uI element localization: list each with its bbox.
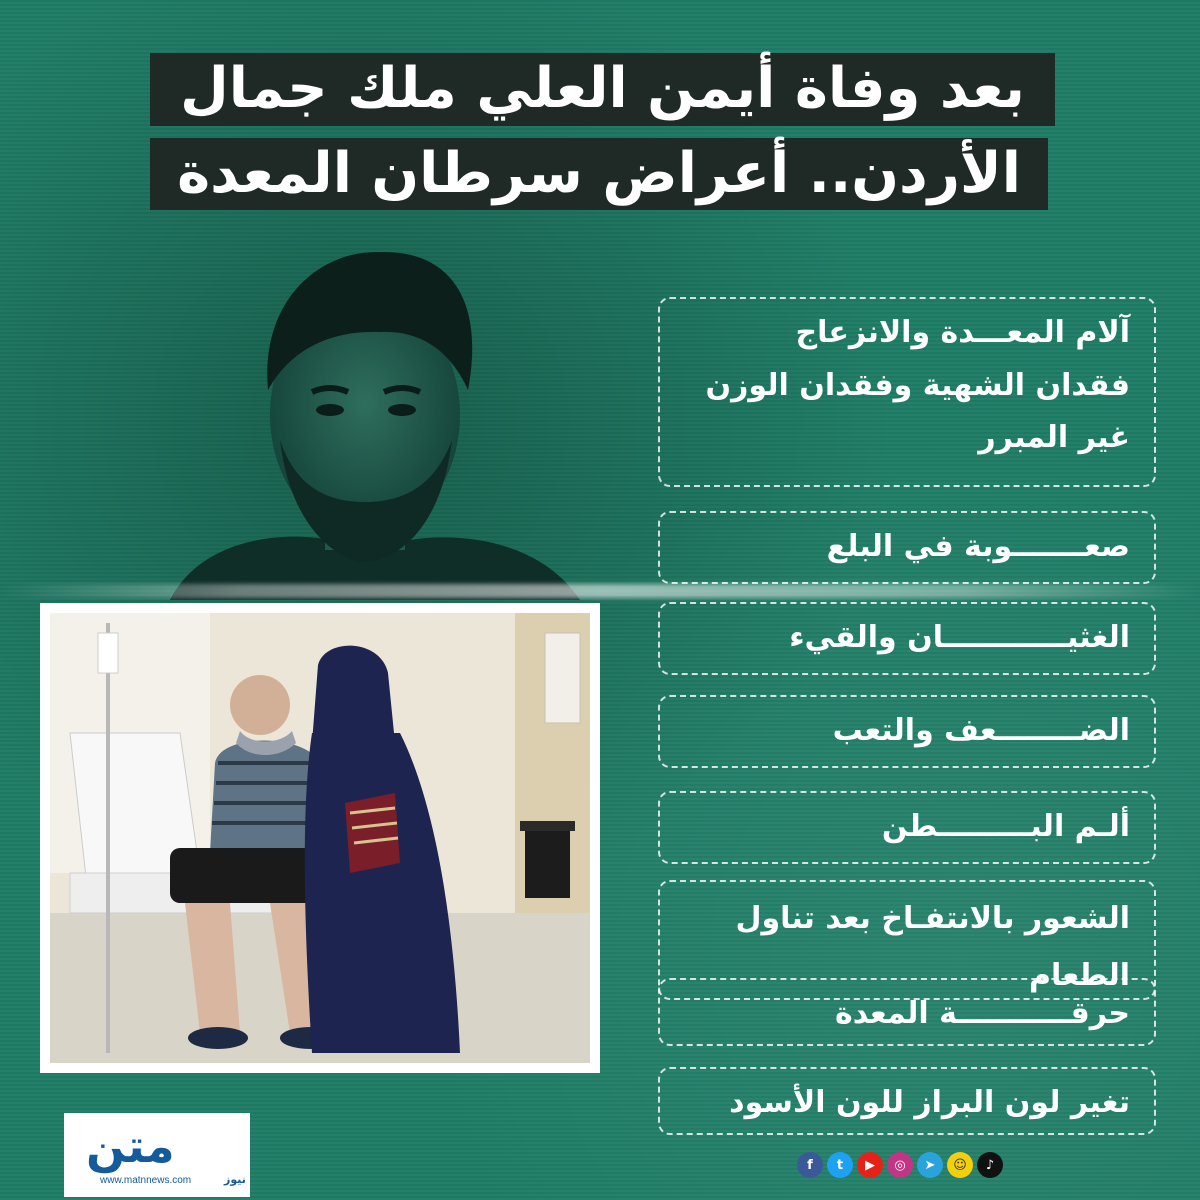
twitter-icon[interactable]: t bbox=[827, 1152, 853, 1178]
telegram-icon[interactable]: ➤ bbox=[917, 1152, 943, 1178]
logo-url: www.matnnews.com bbox=[100, 1175, 192, 1186]
portrait-image bbox=[90, 240, 650, 600]
social-icons-row bbox=[797, 1152, 1003, 1178]
instagram-icon[interactable]: ◎ bbox=[887, 1152, 913, 1178]
symptom-item: ألـم البـــــــــطن bbox=[658, 791, 1156, 864]
youtube-icon[interactable]: ▶ bbox=[857, 1152, 883, 1178]
logo-subtitle: نيوز bbox=[224, 1173, 246, 1186]
snapchat-icon[interactable]: ☺ bbox=[947, 1152, 973, 1178]
symptom-item: حرقـــــــــــة المعدة bbox=[658, 978, 1156, 1046]
symptom-item: الضــــــــعف والتعب bbox=[658, 695, 1156, 768]
symptom-item: الشعور بالانتفـاخ بعد تناول الطعام bbox=[658, 880, 1156, 1000]
torn-paper-divider bbox=[0, 584, 1200, 598]
tiktok-icon[interactable]: ♪ bbox=[977, 1152, 1003, 1178]
headline-line-1: بعد وفاة أيمن العلي ملك جمال bbox=[150, 53, 1055, 126]
hospital-photo-frame bbox=[40, 603, 600, 1073]
logo-word: متن bbox=[86, 1119, 175, 1173]
symptom-item: الغثيــــــــــــان والقيء bbox=[658, 602, 1156, 675]
hospital-scene-image bbox=[50, 613, 590, 1063]
facebook-icon[interactable]: f bbox=[797, 1152, 823, 1178]
symptom-item: تغير لون البراز للون الأسود bbox=[658, 1067, 1156, 1135]
matn-news-logo[interactable] bbox=[64, 1113, 250, 1197]
symptom-item: صعـــــــوبة في البلع bbox=[658, 511, 1156, 584]
hospital-photo bbox=[50, 613, 590, 1063]
symptom-item: آلام المعـــدة والانزعاج فقدان الشهية وفقدان الوزن غير المبرر bbox=[658, 297, 1156, 487]
headline-line-2: الأردن.. أعراض سرطان المعدة bbox=[150, 138, 1048, 210]
